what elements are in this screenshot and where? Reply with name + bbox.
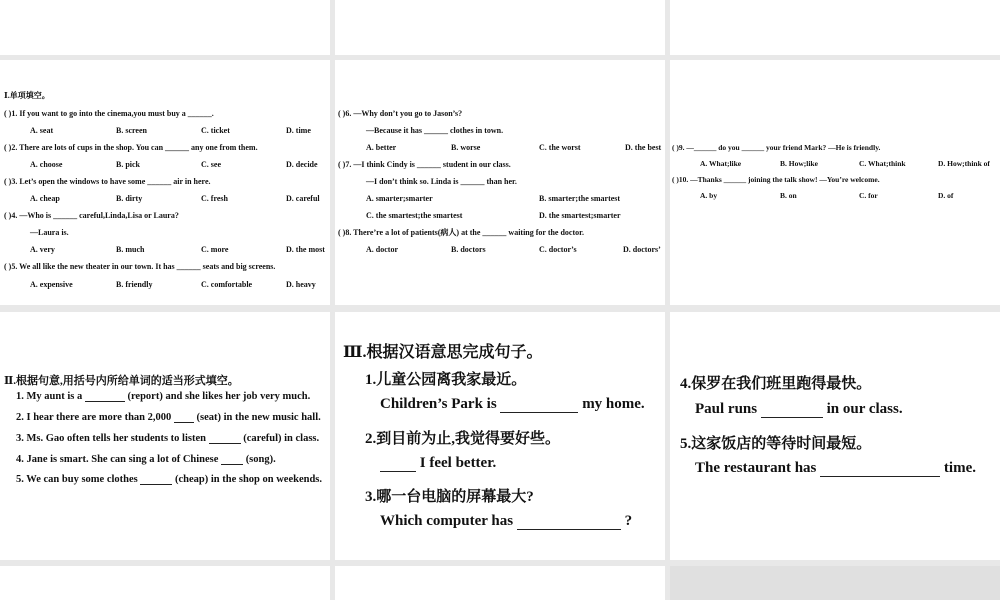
s2-q3-after: (careful) in class. (243, 433, 320, 444)
q4-option-b: B. much (116, 245, 145, 254)
q3-option-c: C. fresh (201, 194, 228, 203)
s2-q1 (16, 391, 310, 402)
s2-q4 (16, 454, 276, 465)
q3-text: ( )3. Let’s open the windows to have some ______ air in here. (4, 177, 211, 186)
q3-option-b: B. dirty (116, 194, 143, 203)
s3-q5-english (695, 460, 976, 477)
s3-q3-chinese: 3.哪一台电脑的屏幕最大? (365, 489, 534, 505)
s3-q1-before: Children’s Park is (380, 396, 497, 412)
q8-option-b: B. doctors (451, 245, 486, 254)
q8-option-d: D. doctors’ (623, 245, 661, 254)
s3-q4-after: in our class. (826, 401, 903, 417)
s3-q5-before: The restaurant has (695, 460, 817, 476)
q9-option-d: D. How;think of (938, 159, 990, 168)
s3-q1-blank[interactable] (500, 399, 578, 414)
s2-q1-before: 1. My aunt is a (16, 391, 83, 402)
section1-title: Ⅰ.单项填空。 (4, 91, 50, 100)
q10-option-b: B. on (780, 191, 797, 200)
q5-option-a: A. expensive (30, 280, 73, 289)
s2-q5 (16, 474, 322, 485)
q9-text: ( )9. —______ do you ______ your friend Mark? —He is friendly. (672, 143, 881, 152)
q2-option-d: D. decide (286, 160, 318, 169)
q7-option-b: B. smarter;the smartest (539, 194, 621, 203)
slide-bottom-middle (335, 566, 665, 600)
q6-answer-line: —Because it has ______ clothes in town. (366, 126, 504, 135)
q1-text: ( )1. If you want to go into the cinema,you must buy a ______. (4, 109, 214, 118)
s2-q5-after: (cheap) in the shop on weekends. (174, 474, 323, 485)
slide-top-left (0, 0, 330, 55)
q9-option-b: B. How;like (780, 159, 818, 168)
q7-option-d: D. the smartest;smarter (539, 211, 621, 220)
slide-top-middle (335, 0, 665, 55)
q7-text: ( )7. —I think Cindy is ______ student in our class. (338, 160, 511, 169)
s2-q2-after: (seat) in the new music hall. (196, 412, 321, 423)
slide-bottom-right (670, 566, 1000, 600)
q2-option-a: A. choose (30, 160, 63, 169)
s3-q3-after: ? (624, 513, 633, 529)
s3-q5-chinese: 5.这家饭店的等待时间最短。 (680, 436, 872, 452)
q6-option-d: D. the best (625, 143, 662, 152)
q3-option-a: A. cheap (30, 194, 60, 203)
q7-option-a: A. smarter;smarter (366, 194, 433, 203)
q6-text: ( )6. —Why don’t you go to Jason’s? (338, 109, 463, 118)
q6-option-b: B. worse (451, 143, 481, 152)
section2-title: Ⅱ.根据句意,用括号内所给单词的适当形式填空。 (4, 375, 239, 387)
s3-q4-chinese: 4.保罗在我们班里跑得最快。 (680, 376, 872, 392)
q10-text: ( )10. —Thanks ______ joining the talk show! —You’re welcome. (672, 175, 880, 184)
q10-option-a: A. by (700, 191, 718, 200)
s2-q4-blank[interactable] (221, 455, 243, 465)
s3-q2-chinese: 2.到目前为止,我觉得要好些。 (365, 431, 561, 447)
q9-option-c: C. What;think (859, 159, 906, 168)
s2-q4-after: (song). (245, 454, 276, 465)
slide-section3-part1 (335, 312, 665, 560)
slide-top-right (670, 0, 1000, 55)
q9-option-a: A. What;like (700, 159, 742, 168)
s3-q4-blank[interactable] (761, 404, 823, 419)
q8-text: ( )8. There’re a lot of patients(病人) at the ______ waiting for the doctor. (338, 228, 584, 237)
q7-option-c: C. the smartest;the smartest (366, 211, 463, 220)
q8-option-c: C. doctor’s (539, 245, 577, 254)
s3-q1-after: my home. (582, 396, 645, 412)
slide-section1-part1 (0, 60, 330, 305)
s3-q2-english (380, 455, 496, 472)
s3-q2-blank[interactable] (380, 458, 416, 473)
q7-answer-line: —I don’t think so. Linda is ______ than her. (366, 177, 517, 186)
q6-option-a: A. better (366, 143, 397, 152)
s3-q3-english (380, 513, 632, 530)
q4-text: ( )4. —Who is ______ careful,Linda,Lisa or Laura? (4, 211, 179, 220)
slide-section1-part2 (335, 60, 665, 305)
s2-q2 (16, 412, 321, 423)
s2-q5-before: 5. We can buy some clothes (16, 474, 138, 485)
s3-q1-chinese: 1.儿童公园离我家最近。 (365, 372, 527, 388)
s2-q3 (16, 433, 319, 444)
q4-option-d: D. the most (286, 245, 325, 254)
s3-q2-after: I feel better. (419, 455, 497, 471)
q4-option-c: C. more (201, 245, 229, 254)
s2-q3-before: 3. Ms. Gao often tells her students to listen (16, 433, 206, 444)
s2-q5-blank[interactable] (140, 475, 172, 485)
q2-text: ( )2. There are lots of cups in the shop. You can ______ any one from them. (4, 143, 258, 152)
s3-q3-blank[interactable] (517, 516, 621, 531)
q10-option-d: D. of (938, 191, 954, 200)
s2-q1-blank[interactable] (85, 392, 125, 402)
q10-option-c: C. for (859, 191, 878, 200)
s2-q4-before: 4. Jane is smart. She can sing a lot of Chinese (16, 454, 219, 465)
q1-option-b: B. screen (116, 126, 147, 135)
s2-q1-after: (report) and she likes her job very much. (127, 391, 311, 402)
q6-option-c: C. the worst (539, 143, 581, 152)
section3-title: Ⅲ.根据汉语意思完成句子。 (343, 344, 543, 361)
slide-section1-part3 (670, 60, 1000, 305)
q1-option-c: C. ticket (201, 126, 230, 135)
q5-option-b: B. friendly (116, 280, 153, 289)
q8-option-a: A. doctor (366, 245, 398, 254)
s3-q5-blank[interactable] (820, 463, 940, 478)
slide-section2 (0, 312, 330, 560)
slide-bottom-left (0, 566, 330, 600)
s3-q5-after: time. (943, 460, 976, 476)
q5-option-c: C. comfortable (201, 280, 253, 289)
slide-section3-part2 (670, 312, 1000, 560)
q4-answer-line: —Laura is. (30, 228, 69, 237)
q1-option-d: D. time (286, 126, 311, 135)
q4-option-a: A. very (30, 245, 55, 254)
s2-q3-blank[interactable] (209, 434, 241, 444)
s2-q2-blank[interactable] (174, 413, 194, 423)
q5-option-d: D. heavy (286, 280, 316, 289)
q1-option-a: A. seat (30, 126, 54, 135)
s3-q4-before: Paul runs (695, 401, 758, 417)
q2-option-c: C. see (201, 160, 221, 169)
s2-q2-before: 2. I hear there are more than 2,000 (16, 412, 172, 423)
s3-q4-english (695, 401, 903, 418)
s3-q1-english (380, 396, 645, 413)
q3-option-d: D. careful (286, 194, 320, 203)
q2-option-b: B. pick (116, 160, 141, 169)
q5-text: ( )5. We all like the new theater in our town. It has ______ seats and big screens. (4, 262, 276, 271)
s3-q3-before: Which computer has (380, 513, 514, 529)
